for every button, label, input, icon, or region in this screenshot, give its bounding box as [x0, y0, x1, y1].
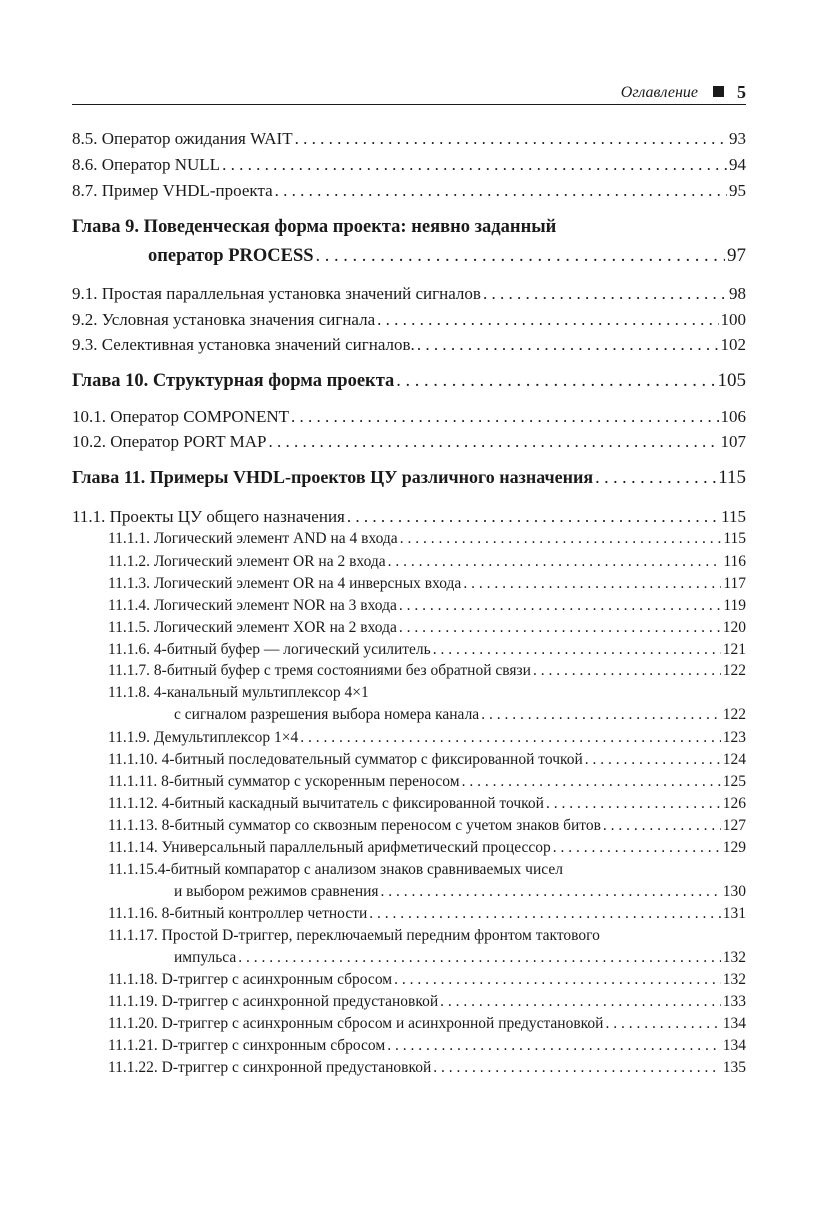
toc-entry-11-1-7: 11.1.7. 8-битный буфер с тремя состояниями без обратной связи . . . 122	[108, 662, 746, 680]
toc-entry-11-1-12: 11.1.12. 4-битный каскадный вычитатель с фиксированной точкой . . . 126	[108, 795, 746, 813]
toc-entry-11-1-22: 11.1.22. D-триггер с синхронной предустановкой . . . 135	[108, 1059, 746, 1077]
toc-entry-11-1-16: 11.1.16. 8-битный контроллер четности . . . 131	[108, 905, 746, 923]
toc-entry-9-2: 9.2. Условная установка значения сигнала . . . 100	[72, 310, 746, 330]
toc-chapter-9-line1: Глава 9. Поведенческая форма проекта: неявно заданный	[72, 217, 557, 237]
toc-entry-11-1-8-line1: 11.1.8. 4-канальный мультиплексор 4×1	[108, 684, 369, 701]
toc-entry-11-1-8: с сигналом разрешения выбора номера канала . . . 122	[174, 706, 746, 724]
toc-entry-10-1: 10.1. Оператор COMPONENT . . . 106	[72, 407, 746, 427]
toc-entry-11-1-19: 11.1.19. D-триггер с асинхронной предустановкой . . . 133	[108, 993, 746, 1011]
toc-entry-11-1-15-line1: 11.1.15.4-битный компаратор с анализом знаков сравниваемых чисел	[108, 861, 563, 878]
toc-chapter-10: Глава 10. Структурная форма проекта . . . 105	[72, 370, 746, 392]
toc-entry-10-2: 10.2. Оператор PORT MAP . . . 107	[72, 432, 746, 452]
running-header	[72, 78, 746, 105]
toc-entry-9-1: 9.1. Простая параллельная установка значений сигналов . . . 98	[72, 284, 746, 304]
toc-entry-11-1-15: и выбором режимов сравнения . . . 130	[174, 883, 746, 901]
toc-entry-11-1-17: импульса . . . 132	[174, 949, 746, 967]
toc-entry-11-1-3: 11.1.3. Логический элемент OR на 4 инверсных входа . . . 117	[108, 575, 746, 593]
toc-entry-11-1-14: 11.1.14. Универсальный параллельный арифметический процессор . . . 129	[108, 839, 746, 857]
toc-entry-8-5: 8.5. Оператор ожидания WAIT . . . 93	[72, 129, 746, 149]
toc-entry-11-1-10: 11.1.10. 4-битный последовательный сумматор с фиксированной точкой . . . 124	[108, 751, 746, 769]
toc-entry-11-1-21: 11.1.21. D-триггер с синхронным сбросом . . . 134	[108, 1037, 746, 1055]
toc-entry-11-1-9: 11.1.9. Демультиплексор 1×4 . . . 123	[108, 729, 746, 747]
toc-entry-8-7: 8.7. Пример VHDL-проекта . . . 95	[72, 181, 746, 201]
toc-entry-11-1-2: 11.1.2. Логический элемент OR на 2 входа . . . 116	[108, 553, 746, 571]
toc-entry-8-6: 8.6. Оператор NULL . . . 94	[72, 155, 746, 175]
toc-entry-11-1-17-line1: 11.1.17. Простой D-триггер, переключаемый передним фронтом тактового	[108, 927, 600, 944]
toc-entry-11-1: 11.1. Проекты ЦУ общего назначения . . . 115	[72, 507, 746, 527]
toc-chapter-9: оператор PROCESS . . . 97	[148, 245, 746, 267]
toc-entry-11-1-1: 11.1.1. Логический элемент AND на 4 входа . . . 115	[108, 530, 746, 548]
toc-entry-11-1-6: 11.1.6. 4-битный буфер — логический усилитель . . . 121	[108, 641, 746, 659]
toc-entry-11-1-4: 11.1.4. Логический элемент NOR на 3 входа . . . 119	[108, 597, 746, 615]
toc-entry-11-1-20: 11.1.20. D-триггер с асинхронным сбросом и асинхронной предустановкой . . . 134	[108, 1015, 746, 1033]
header-square-mark	[713, 86, 724, 97]
header-title: Оглавление	[620, 84, 698, 101]
page-number: 5	[737, 82, 746, 102]
toc-entry-9-3: 9.3. Селективная установка значений сигналов. . . . 102	[72, 335, 746, 355]
toc-entry-11-1-18: 11.1.18. D-триггер с асинхронным сбросом . . . 132	[108, 971, 746, 989]
toc-entry-11-1-11: 11.1.11. 8-битный сумматор с ускоренным переносом . . . 125	[108, 773, 746, 791]
toc-entry-11-1-5: 11.1.5. Логический элемент XOR на 2 входа . . . 120	[108, 619, 746, 637]
toc-chapter-11: Глава 11. Примеры VHDL-проектов ЦУ различного назначения . . . 115	[72, 467, 746, 489]
toc-entry-11-1-13: 11.1.13. 8-битный сумматор со сквозным переносом с учетом знаков битов . . . 127	[108, 817, 746, 835]
